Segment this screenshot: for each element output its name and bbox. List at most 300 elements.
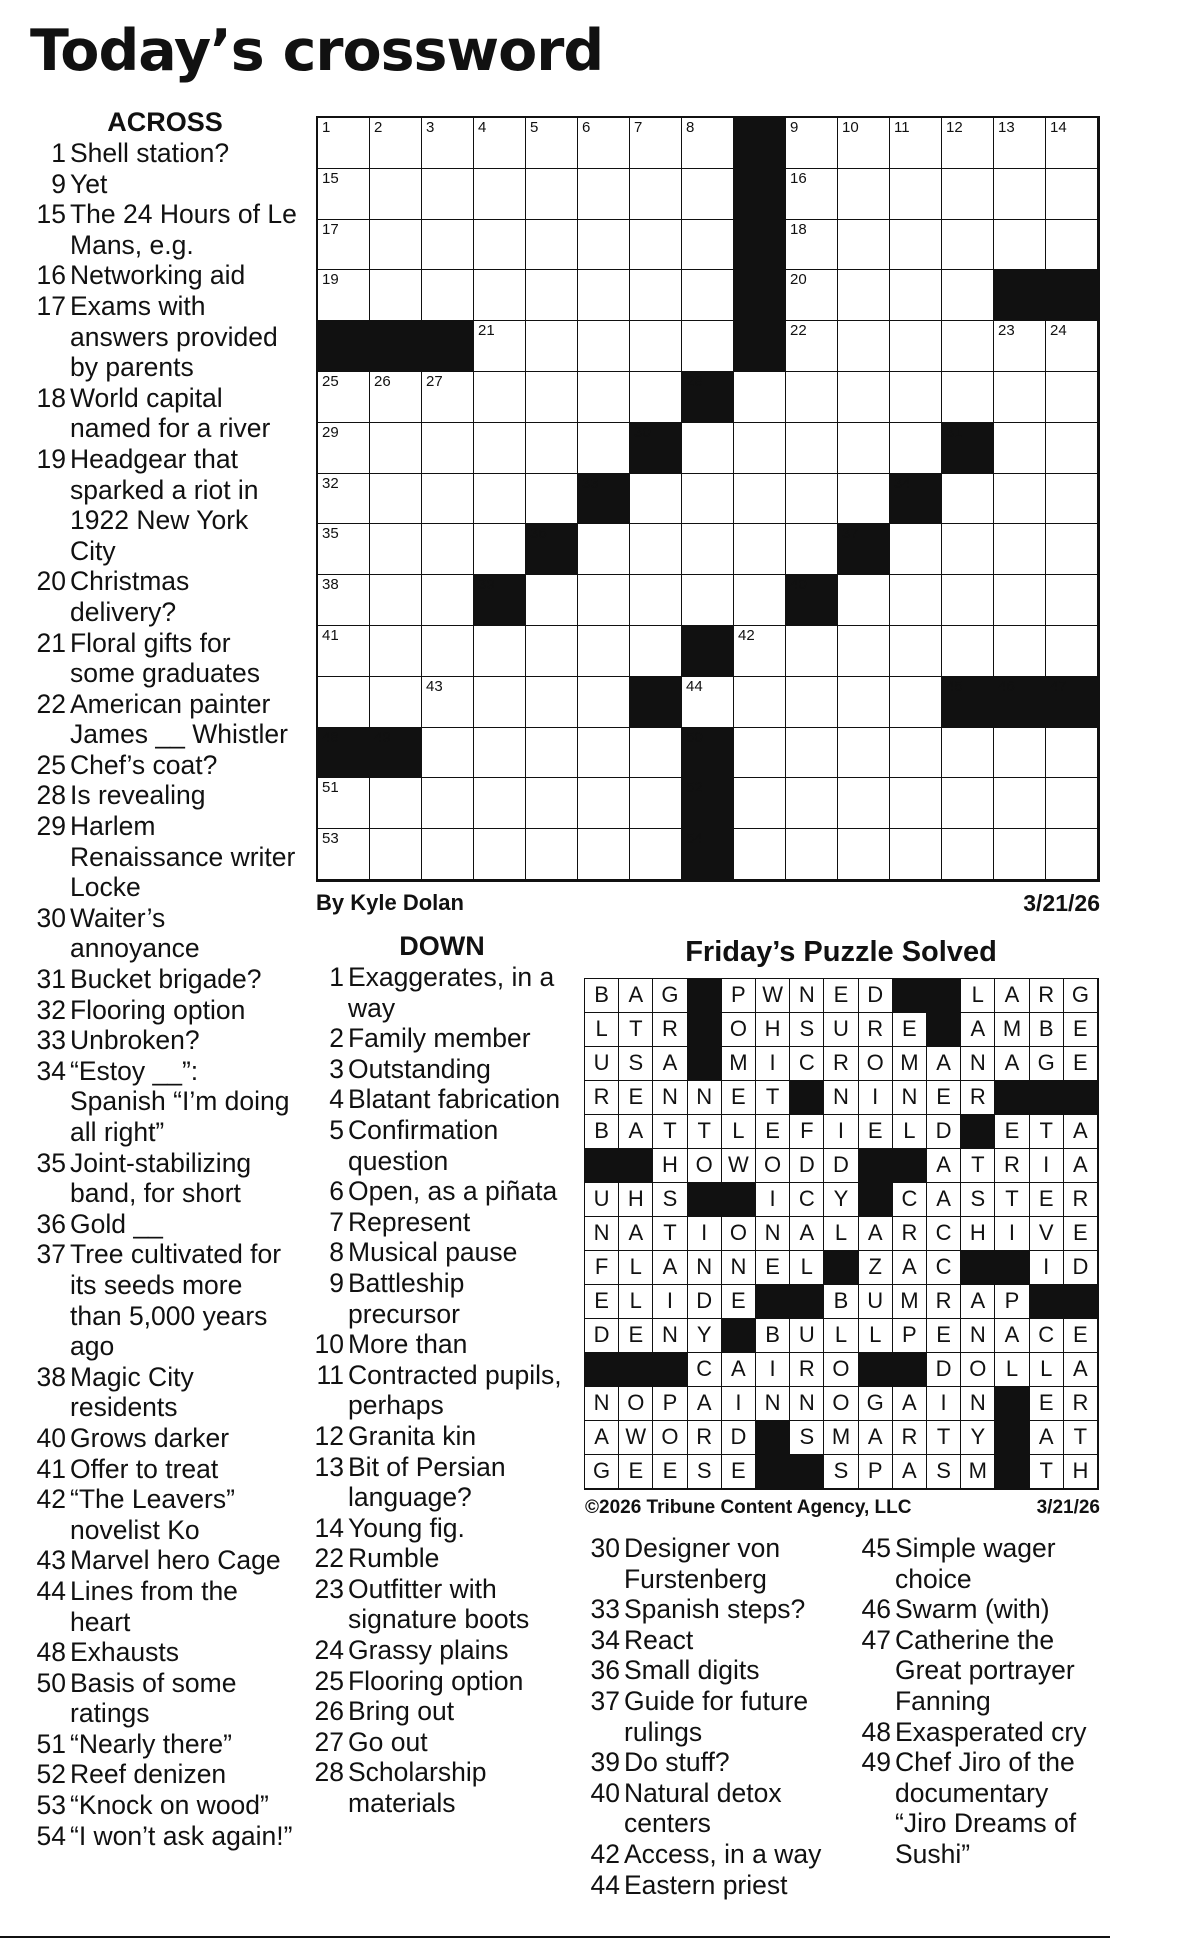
grid-cell[interactable] <box>526 372 578 423</box>
grid-cell[interactable] <box>318 423 370 474</box>
grid-cell[interactable] <box>994 169 1046 220</box>
solution-letter: L <box>995 1353 1029 1387</box>
clue-across-21 <box>30 628 300 689</box>
grid-cell[interactable] <box>942 270 994 321</box>
grid-cell[interactable] <box>526 220 578 271</box>
grid-cell[interactable] <box>786 524 838 575</box>
solution-black-square <box>995 1387 1029 1421</box>
solution-letter: S <box>824 1455 858 1489</box>
grid-cell[interactable] <box>474 270 526 321</box>
clue-text: Blatant fabrication <box>348 1084 561 1115</box>
grid-cell[interactable] <box>890 321 942 372</box>
grid-cell[interactable] <box>838 220 890 271</box>
grid-cell[interactable] <box>838 372 890 423</box>
grid-cell[interactable] <box>1046 169 1098 220</box>
grid-cell[interactable] <box>422 626 474 677</box>
grid-cell[interactable] <box>942 524 994 575</box>
grid-cell[interactable] <box>682 677 734 728</box>
grid-cell[interactable] <box>994 575 1046 626</box>
grid-cell[interactable] <box>422 575 474 626</box>
cell-number: 26 <box>374 372 391 390</box>
solution-letter: T <box>961 1149 995 1183</box>
clue-down-4 <box>312 1084 572 1115</box>
grid-cell[interactable] <box>890 118 942 169</box>
solution-letter: S <box>927 1455 961 1489</box>
solution-letter: W <box>722 1149 756 1183</box>
grid-cell[interactable] <box>838 728 890 779</box>
solution-letter: W <box>756 979 790 1013</box>
clue-text: Represent <box>348 1206 471 1237</box>
solved-title: Friday’s Puzzle Solved <box>685 936 997 968</box>
clue-across-31 <box>30 964 300 995</box>
grid-cell[interactable] <box>734 626 786 677</box>
grid-cell[interactable] <box>474 220 526 271</box>
grid-cell[interactable] <box>1046 118 1098 169</box>
grid-cell[interactable] <box>318 677 370 728</box>
grid-cell[interactable] <box>370 626 422 677</box>
grid-cell[interactable] <box>578 677 630 728</box>
grid-cell[interactable] <box>994 524 1046 575</box>
grid-cell[interactable] <box>786 474 838 525</box>
grid-cell[interactable] <box>890 169 942 220</box>
solution-letter: C <box>688 1353 722 1387</box>
grid-cell[interactable] <box>630 829 682 880</box>
grid-cell[interactable] <box>422 118 474 169</box>
grid-cell[interactable] <box>1046 372 1098 423</box>
grid-cell[interactable] <box>578 524 630 575</box>
grid-cell[interactable] <box>890 372 942 423</box>
grid-cell[interactable] <box>734 524 786 575</box>
solution-letter: T <box>619 1013 653 1047</box>
clue-number: 37 <box>36 1239 66 1270</box>
grid-cell[interactable] <box>942 220 994 271</box>
clue-across-37 <box>30 1239 300 1361</box>
grid-cell[interactable] <box>318 270 370 321</box>
grid-cell[interactable] <box>994 423 1046 474</box>
grid-cell[interactable] <box>370 169 422 220</box>
grid-cell[interactable] <box>526 778 578 829</box>
grid-cell[interactable] <box>942 169 994 220</box>
grid-cell[interactable] <box>1046 423 1098 474</box>
solution-letter: N <box>688 1251 722 1285</box>
grid-cell[interactable] <box>526 321 578 372</box>
black-square <box>890 474 942 525</box>
clue-text: Rumble <box>348 1543 440 1574</box>
cell-number: 23 <box>998 322 1015 340</box>
grid-cell[interactable] <box>474 829 526 880</box>
solution-letter: E <box>927 1081 961 1115</box>
grid-cell[interactable] <box>890 270 942 321</box>
grid-cell[interactable] <box>734 474 786 525</box>
grid-cell[interactable] <box>734 728 786 779</box>
grid-cell[interactable] <box>786 728 838 779</box>
grid-cell[interactable] <box>578 118 630 169</box>
grid-cell[interactable] <box>994 220 1046 271</box>
cell-number: 19 <box>322 271 339 289</box>
grid-cell[interactable] <box>682 575 734 626</box>
grid-cell[interactable] <box>578 626 630 677</box>
grid-cell[interactable] <box>630 524 682 575</box>
grid-cell[interactable] <box>318 778 370 829</box>
black-square <box>630 423 682 474</box>
grid-cell[interactable] <box>890 778 942 829</box>
grid-cell[interactable] <box>838 677 890 728</box>
grid-cell[interactable] <box>578 169 630 220</box>
solution-letter: A <box>995 1047 1029 1081</box>
clue-number: 11 <box>316 1359 344 1390</box>
solution-letter: B <box>1030 1013 1064 1047</box>
grid-cell[interactable] <box>422 728 474 779</box>
grid-cell[interactable] <box>734 575 786 626</box>
grid-cell[interactable] <box>1046 220 1098 271</box>
grid-cell[interactable] <box>1046 829 1098 880</box>
grid-cell[interactable] <box>942 626 994 677</box>
grid-cell[interactable] <box>994 626 1046 677</box>
grid-cell[interactable] <box>630 728 682 779</box>
solution-black-square <box>756 1421 790 1455</box>
crossword-grid[interactable] <box>316 116 1100 882</box>
cell-number: 32 <box>322 474 339 492</box>
grid-cell[interactable] <box>370 778 422 829</box>
grid-cell[interactable] <box>838 270 890 321</box>
black-square <box>682 626 734 677</box>
grid-cell[interactable] <box>370 524 422 575</box>
grid-cell[interactable] <box>474 169 526 220</box>
solution-letter: O <box>688 1149 722 1183</box>
grid-cell[interactable] <box>474 423 526 474</box>
grid-cell[interactable] <box>838 423 890 474</box>
grid-cell[interactable] <box>630 169 682 220</box>
grid-cell[interactable] <box>682 169 734 220</box>
black-square <box>734 220 786 271</box>
clue-down2-39 <box>584 1747 844 1778</box>
grid-cell[interactable] <box>630 270 682 321</box>
grid-cell[interactable] <box>370 423 422 474</box>
grid-cell[interactable] <box>630 372 682 423</box>
black-square <box>734 169 786 220</box>
grid-cell[interactable] <box>578 321 630 372</box>
grid-cell[interactable] <box>630 220 682 271</box>
solution-letter: L <box>619 1251 653 1285</box>
solution-letter: L <box>893 1115 927 1149</box>
cell-number: 4 <box>478 119 487 136</box>
clue-across-16 <box>30 260 300 291</box>
grid-cell[interactable] <box>630 575 682 626</box>
grid-cell[interactable] <box>838 778 890 829</box>
grid-cell[interactable] <box>422 270 474 321</box>
grid-cell[interactable] <box>890 423 942 474</box>
solution-letter: M <box>824 1421 858 1455</box>
grid-cell[interactable] <box>734 372 786 423</box>
grid-cell[interactable] <box>422 372 474 423</box>
clue-number: 32 <box>36 994 66 1025</box>
clue-text: Family member <box>348 1023 531 1054</box>
down-clues-continued <box>584 1533 844 1900</box>
solution-black-square <box>790 1455 824 1489</box>
grid-cell[interactable] <box>1046 524 1098 575</box>
grid-cell[interactable] <box>422 778 474 829</box>
grid-cell[interactable] <box>474 321 526 372</box>
clue-text: “The Leavers” novelist Ko <box>70 1484 235 1545</box>
grid-cell[interactable] <box>318 524 370 575</box>
solution-letter: L <box>824 1217 858 1251</box>
grid-cell[interactable] <box>994 728 1046 779</box>
grid-cell[interactable] <box>942 372 994 423</box>
grid-cell[interactable] <box>578 575 630 626</box>
grid-cell[interactable] <box>526 169 578 220</box>
solution-letter: Z <box>859 1251 893 1285</box>
grid-cell[interactable] <box>890 677 942 728</box>
grid-cell[interactable] <box>474 524 526 575</box>
cell-number: 30 <box>634 423 651 441</box>
grid-cell[interactable] <box>682 321 734 372</box>
grid-cell[interactable] <box>786 372 838 423</box>
solution-letter: B <box>585 1115 619 1149</box>
grid-cell[interactable] <box>1046 575 1098 626</box>
clue-number: 41 <box>36 1453 66 1484</box>
solution-letter: E <box>722 1455 756 1489</box>
clue-text: Bucket brigade? <box>70 964 262 995</box>
grid-cell[interactable] <box>942 474 994 525</box>
grid-cell[interactable] <box>786 118 838 169</box>
clue-down-11 <box>312 1360 572 1421</box>
grid-cell[interactable] <box>370 270 422 321</box>
grid-cell[interactable] <box>422 524 474 575</box>
clue-text: Joint-stabilizing band, for short <box>70 1147 252 1209</box>
grid-cell[interactable] <box>474 626 526 677</box>
grid-cell[interactable] <box>994 372 1046 423</box>
grid-cell[interactable] <box>994 118 1046 169</box>
clue-text: Bit of Persian language? <box>348 1451 506 1513</box>
grid-cell[interactable] <box>630 778 682 829</box>
grid-cell[interactable] <box>370 829 422 880</box>
grid-cell[interactable] <box>838 169 890 220</box>
solution-letter: M <box>961 1455 995 1489</box>
grid-cell[interactable] <box>682 423 734 474</box>
grid-cell[interactable] <box>994 778 1046 829</box>
grid-cell[interactable] <box>630 321 682 372</box>
grid-cell[interactable] <box>526 728 578 779</box>
grid-cell[interactable] <box>734 423 786 474</box>
clue-down-14 <box>312 1513 572 1544</box>
grid-cell[interactable] <box>682 270 734 321</box>
clue-across-25 <box>30 750 300 781</box>
solution-black-square <box>1064 1285 1098 1319</box>
grid-cell[interactable] <box>370 372 422 423</box>
grid-cell[interactable] <box>890 829 942 880</box>
black-square <box>682 778 734 829</box>
grid-cell[interactable] <box>526 677 578 728</box>
grid-cell[interactable] <box>786 829 838 880</box>
grid-cell[interactable] <box>578 372 630 423</box>
grid-cell[interactable] <box>838 575 890 626</box>
grid-cell[interactable] <box>474 778 526 829</box>
grid-cell[interactable] <box>526 423 578 474</box>
grid-cell[interactable] <box>890 524 942 575</box>
grid-cell[interactable] <box>942 728 994 779</box>
grid-cell[interactable] <box>422 220 474 271</box>
solution-letter: P <box>859 1455 893 1489</box>
grid-cell[interactable] <box>838 474 890 525</box>
grid-cell[interactable] <box>318 626 370 677</box>
clue-number: 43 <box>36 1545 66 1576</box>
grid-cell[interactable] <box>734 677 786 728</box>
grid-cell[interactable] <box>786 778 838 829</box>
grid-cell[interactable] <box>1046 321 1098 372</box>
grid-cell[interactable] <box>890 626 942 677</box>
grid-cell[interactable] <box>370 220 422 271</box>
grid-cell[interactable] <box>578 423 630 474</box>
grid-cell[interactable] <box>526 474 578 525</box>
clue-number: 12 <box>314 1420 344 1451</box>
cell-number: 7 <box>634 119 643 136</box>
grid-cell[interactable] <box>1046 626 1098 677</box>
clue-text: Waiter’s annoyance <box>70 902 200 964</box>
black-square <box>318 321 370 372</box>
clue-down-1 <box>312 962 572 1023</box>
grid-cell[interactable] <box>630 118 682 169</box>
solution-letter: A <box>619 979 653 1013</box>
grid-cell[interactable] <box>786 423 838 474</box>
grid-cell[interactable] <box>578 220 630 271</box>
grid-cell[interactable] <box>994 474 1046 525</box>
grid-cell[interactable] <box>786 626 838 677</box>
clue-number: 36 <box>590 1655 620 1686</box>
grid-cell[interactable] <box>318 220 370 271</box>
grid-cell[interactable] <box>630 474 682 525</box>
solution-letter: R <box>1064 1183 1098 1217</box>
solution-letter: I <box>653 1285 687 1319</box>
grid-cell[interactable] <box>994 829 1046 880</box>
grid-cell[interactable] <box>474 474 526 525</box>
clue-down-5 <box>312 1115 572 1176</box>
grid-cell[interactable] <box>318 118 370 169</box>
clue-number: 3 <box>329 1053 344 1084</box>
clue-number: 28 <box>314 1757 344 1788</box>
grid-cell[interactable] <box>526 270 578 321</box>
grid-cell[interactable] <box>1046 728 1098 779</box>
grid-cell[interactable] <box>682 220 734 271</box>
grid-cell[interactable] <box>682 474 734 525</box>
clue-text: Gold __ <box>70 1208 163 1239</box>
clue-number: 4 <box>329 1084 344 1115</box>
grid-cell[interactable] <box>526 575 578 626</box>
grid-cell[interactable] <box>578 728 630 779</box>
grid-cell[interactable] <box>526 626 578 677</box>
clue-number: 36 <box>36 1208 66 1239</box>
grid-cell[interactable] <box>318 829 370 880</box>
solution-letter: N <box>790 1387 824 1421</box>
grid-cell[interactable] <box>890 575 942 626</box>
solution-letter: O <box>619 1387 653 1421</box>
grid-cell[interactable] <box>734 778 786 829</box>
grid-cell[interactable] <box>838 321 890 372</box>
black-square <box>682 829 734 880</box>
grid-cell[interactable] <box>422 169 474 220</box>
grid-cell[interactable] <box>578 778 630 829</box>
grid-cell[interactable] <box>422 677 474 728</box>
solution-letter: O <box>824 1353 858 1387</box>
clue-text: Guide for future rulings <box>624 1685 809 1747</box>
grid-cell[interactable] <box>422 829 474 880</box>
solution-letter: E <box>756 1115 790 1149</box>
grid-cell[interactable] <box>370 474 422 525</box>
clue-number: 44 <box>590 1869 620 1900</box>
grid-cell[interactable] <box>526 118 578 169</box>
clue-number: 44 <box>36 1575 66 1606</box>
grid-cell[interactable] <box>318 474 370 525</box>
grid-cell[interactable] <box>786 220 838 271</box>
grid-cell[interactable] <box>838 118 890 169</box>
grid-cell[interactable] <box>786 677 838 728</box>
grid-cell[interactable] <box>994 321 1046 372</box>
solution-letter: S <box>653 1183 687 1217</box>
solution-letter: D <box>1064 1251 1098 1285</box>
grid-cell[interactable] <box>942 575 994 626</box>
grid-cell[interactable] <box>786 321 838 372</box>
grid-cell[interactable] <box>942 321 994 372</box>
grid-cell[interactable] <box>838 829 890 880</box>
clue-down-8 <box>312 1237 572 1268</box>
clue-number: 51 <box>36 1728 66 1759</box>
grid-cell[interactable] <box>370 677 422 728</box>
grid-cell[interactable] <box>474 677 526 728</box>
clue-text: Offer to treat <box>70 1453 219 1484</box>
grid-cell[interactable] <box>526 829 578 880</box>
grid-cell[interactable] <box>474 118 526 169</box>
cell-number: 50 <box>686 728 703 746</box>
grid-cell[interactable] <box>318 169 370 220</box>
grid-cell[interactable] <box>422 423 474 474</box>
grid-cell[interactable] <box>474 728 526 779</box>
grid-cell[interactable] <box>838 626 890 677</box>
grid-cell[interactable] <box>630 626 682 677</box>
grid-cell[interactable] <box>1046 778 1098 829</box>
clue-text: Exhausts <box>70 1637 180 1668</box>
clue-number: 39 <box>590 1747 620 1778</box>
grid-cell[interactable] <box>318 575 370 626</box>
cell-number: 51 <box>322 779 339 797</box>
grid-cell[interactable] <box>942 829 994 880</box>
solution-letter: Y <box>961 1421 995 1455</box>
grid-cell[interactable] <box>370 118 422 169</box>
grid-cell[interactable] <box>1046 474 1098 525</box>
grid-cell[interactable] <box>890 220 942 271</box>
clue-text: Lines from the heart <box>70 1575 238 1637</box>
cell-number: 48 <box>322 728 339 746</box>
grid-cell[interactable] <box>734 829 786 880</box>
clue-down-9 <box>312 1268 572 1329</box>
solution-letter: A <box>927 1183 961 1217</box>
grid-cell[interactable] <box>318 372 370 423</box>
grid-cell[interactable] <box>578 829 630 880</box>
grid-cell[interactable] <box>942 118 994 169</box>
grid-cell[interactable] <box>786 270 838 321</box>
grid-cell[interactable] <box>578 270 630 321</box>
solution-letter: O <box>961 1353 995 1387</box>
solution-letter: I <box>722 1387 756 1421</box>
grid-cell[interactable] <box>682 118 734 169</box>
grid-cell[interactable] <box>942 778 994 829</box>
grid-cell[interactable] <box>474 372 526 423</box>
grid-cell[interactable] <box>786 169 838 220</box>
grid-cell[interactable] <box>890 728 942 779</box>
clue-across-53 <box>30 1790 300 1821</box>
solution-letter: B <box>824 1285 858 1319</box>
grid-cell[interactable] <box>682 524 734 575</box>
grid-cell[interactable] <box>370 575 422 626</box>
grid-cell[interactable] <box>422 474 474 525</box>
